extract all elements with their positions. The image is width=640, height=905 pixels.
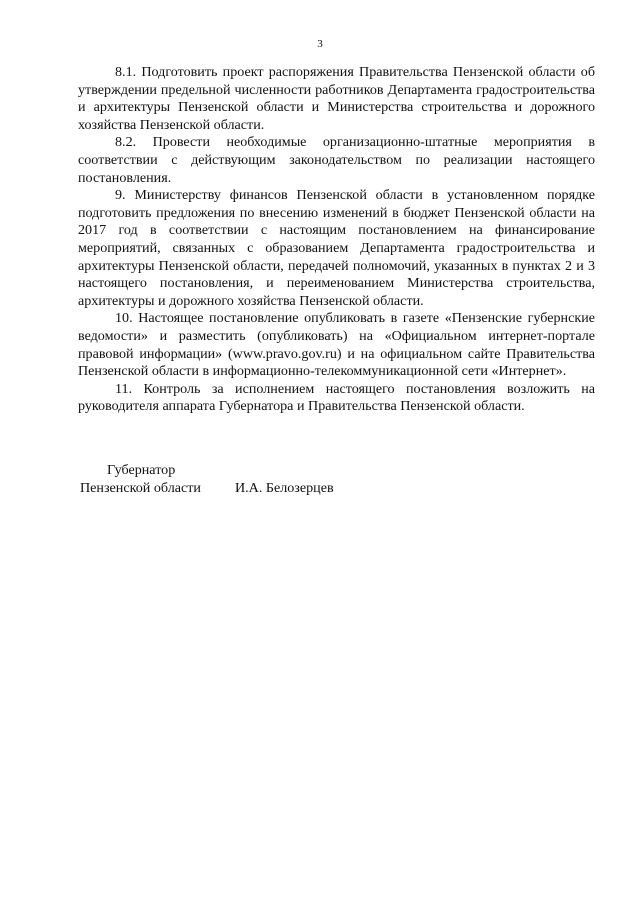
paragraph-8-1: 8.1. Подготовить проект распоряжения Правительства Пензенской области об утверждении предельной численности работников Департамента градостроительства и архитектуры Пензенской области и Министерства строительства и дорожного хозяйства Пензенской области.: [78, 64, 595, 133]
paragraph-10: 10. Настоящее постановление опубликовать в газете «Пензенские губернские ведомости» и разместить (опубликовать) на «Официальном интернет-портале правовой информации» (www.pravo.gov.ru) и на официальном сайте Правительства Пензенской области в информационно-телекоммуникационной сети «Интернет».: [78, 310, 595, 380]
page-number: 3: [317, 38, 323, 50]
paragraph-9: 9. Министерству финансов Пензенской области в установленном порядке подготовить предложения по внесению изменений в бюджет Пензенской области на 2017 год в соответствии с настоящим постановлением на финансирование мероприятий, связанных с образованием Департамента градостроительства и архитектуры Пензенской области, передачей полномочий, указанных в пунктах 2 и 3 настоящего постановления, и переименованием Министерства строительства, архитектуры и дорожного хозяйства Пензенской области.: [78, 187, 595, 309]
paragraph-8-2: 8.2. Провести необходимые организационно-штатные мероприятия в соответствии с действующим законодательством по реализации настоящего постановления.: [78, 134, 595, 186]
signatory-name: И.А. Белозерцев: [234, 479, 334, 496]
signatory-position-title: Губернатор: [107, 462, 176, 478]
signature-block: [80, 462, 334, 497]
signature-row: [80, 480, 334, 498]
document-body: [78, 64, 595, 416]
paragraph-11: 11. Контроль за исполнением настоящего постановления возложить на руководителя аппарата Губернатора и Правительства Пензенской области.: [78, 380, 595, 415]
signatory-region: Пензенской области: [80, 479, 201, 496]
